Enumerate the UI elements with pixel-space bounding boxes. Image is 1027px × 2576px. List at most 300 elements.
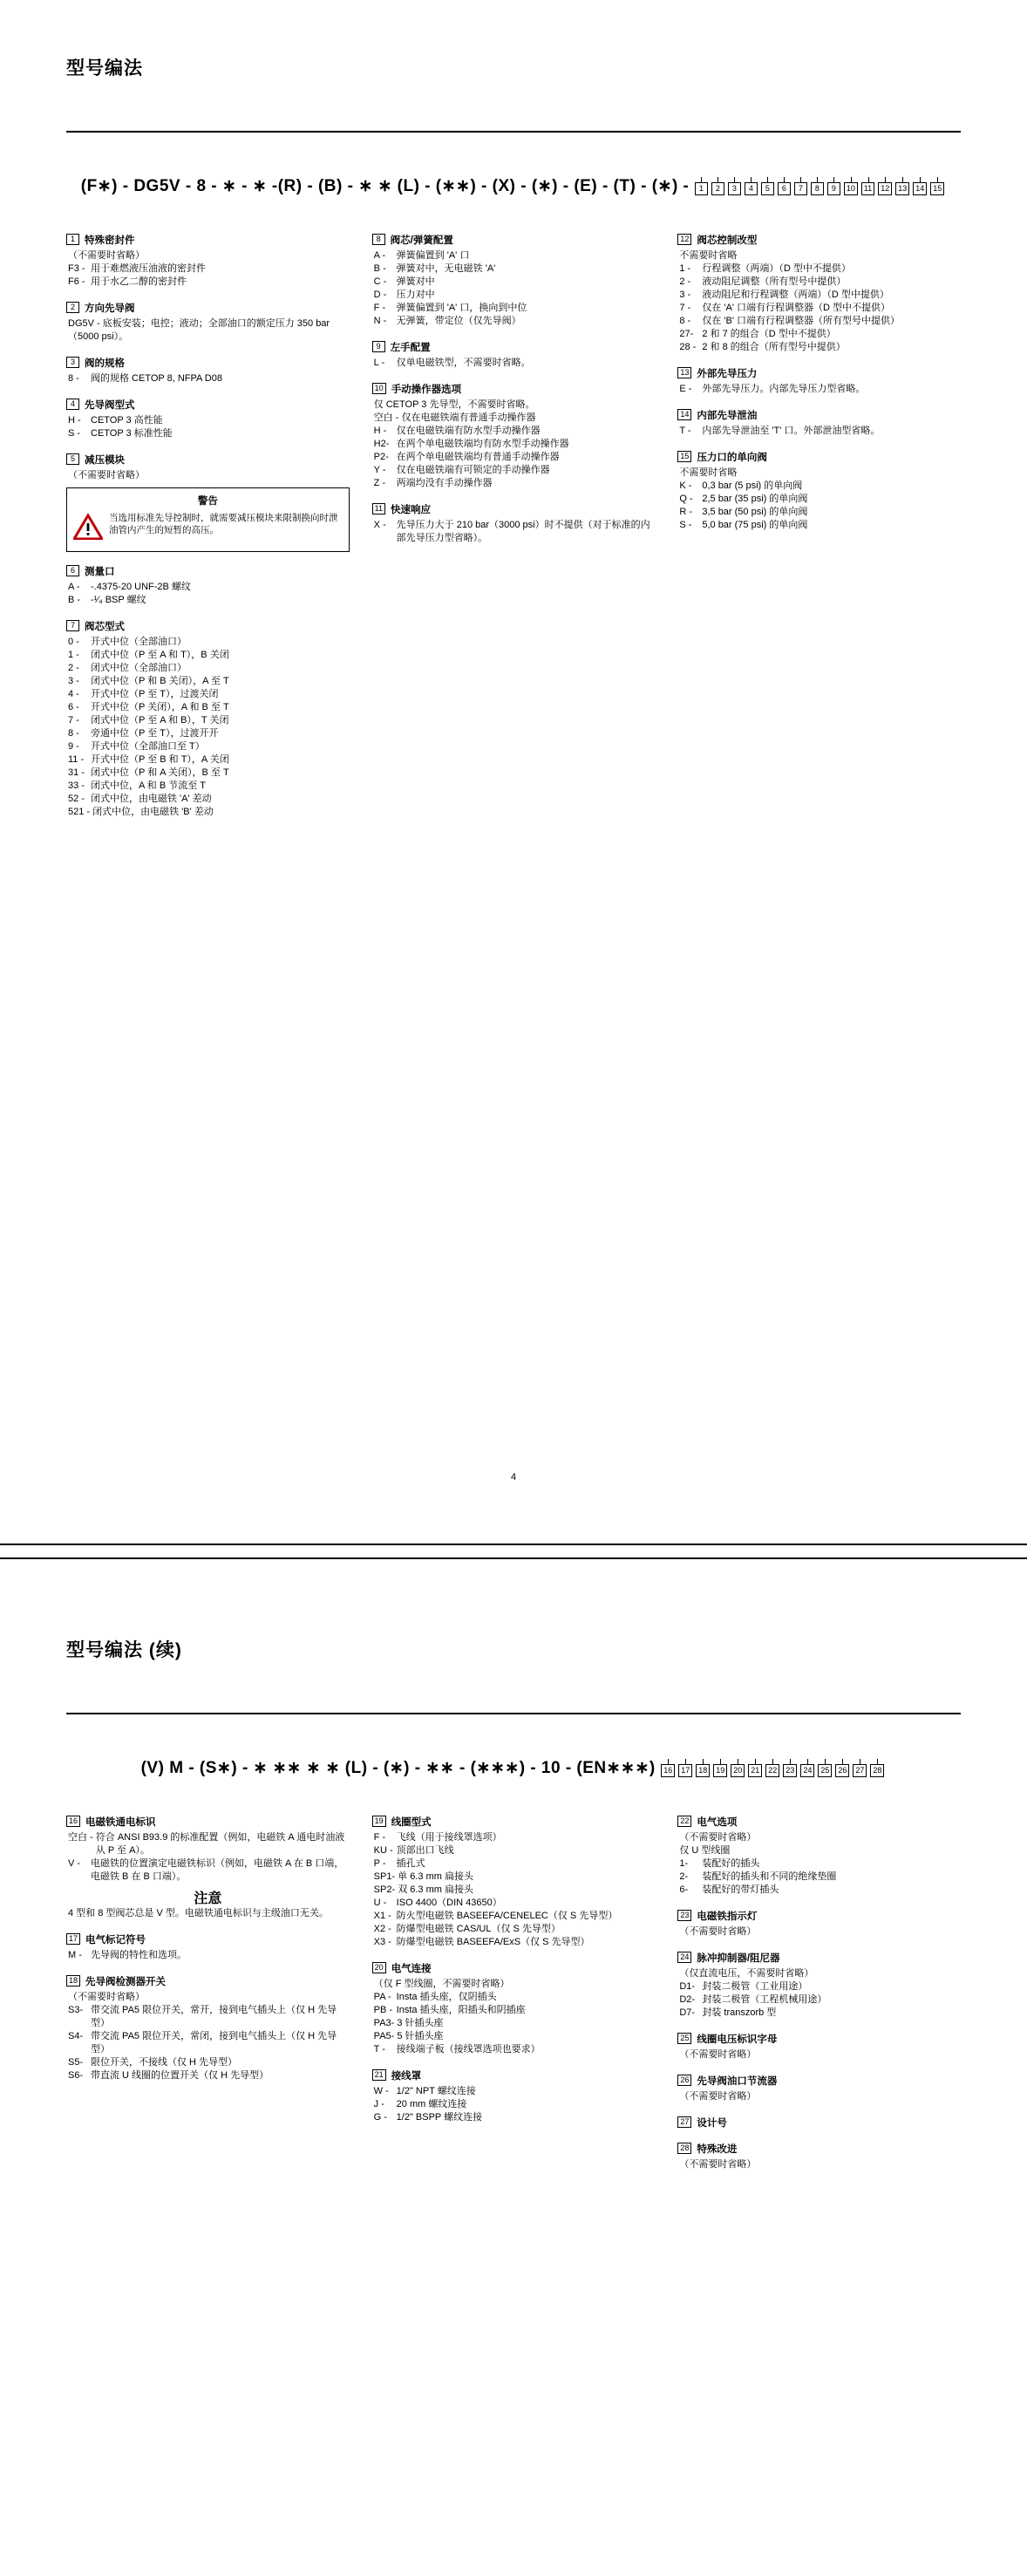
code-option-value: 弹簧偏置到 'A' 口 — [396, 250, 470, 261]
code-option-value: 开式中位（P 关闭），A 和 B 至 T — [91, 702, 229, 712]
code-option-key: Q - — [679, 494, 696, 504]
code-option-value: 接线端子板（接线罩选项也要求） — [396, 2044, 541, 2055]
code-item-body — [66, 249, 350, 289]
code-index-badge: 24 — [800, 1764, 814, 1777]
code-option-key: 6 - — [68, 702, 82, 712]
code-item-title: 左手配置 — [390, 343, 431, 353]
code-option-row — [374, 1910, 656, 1923]
code-option-value: 弹簧对中 — [396, 276, 435, 287]
column-3 — [677, 233, 961, 831]
code-note-line: （仅 F 型线圈，不需要时省略） — [373, 1979, 510, 1989]
code-option-value: 闭式中位（全部油口） — [91, 663, 187, 673]
column-1 — [66, 1815, 350, 2184]
code-item-body — [677, 2048, 961, 2061]
code-item-title: 电磁铁通电标识 — [85, 1817, 156, 1828]
code-option-value: 在两个单电磁铁端均有普通手动操作器 — [396, 452, 560, 462]
code-note-line: DG5V - 底板安装；电控；液动；全部油口的额定压力 350 bar（5000 psi）。 — [68, 318, 330, 342]
code-option-value: 开式中位（P 至 T），过渡关闭 — [91, 689, 219, 699]
code-item-title: 脉冲抑制器/阻尼器 — [697, 1953, 780, 1964]
code-item-header — [66, 1974, 350, 1988]
code-option-key: 27- — [679, 329, 697, 339]
code-index-badge: 17 — [678, 1764, 692, 1777]
code-option-row — [374, 438, 656, 451]
code-item — [372, 2068, 656, 2124]
code-option-key: 6- — [679, 1884, 691, 1895]
code-item-number: 23 — [677, 1910, 691, 1921]
code-item-title: 内部先导泄油 — [697, 411, 758, 421]
code-option-row — [679, 1857, 961, 1871]
code-option-row — [679, 506, 961, 519]
code-index-badge: 1 — [695, 182, 708, 195]
code-option-key: X3 - — [373, 1937, 394, 1947]
code-option-key: S5- — [68, 2057, 86, 2068]
code-option-value: 外部先导压力。内部先导压力型省略。 — [702, 384, 866, 394]
code-item-header — [372, 340, 656, 354]
code-option-key: 9 - — [68, 741, 82, 752]
code-option-key: 52 - — [68, 794, 88, 804]
code-item — [677, 2116, 961, 2130]
code-option-value: 无弹簧，带定位（仅先导阀） — [396, 316, 521, 326]
code-item-header — [66, 233, 350, 247]
code-option-row — [679, 328, 961, 341]
code-option-key: SP1- — [373, 1871, 398, 1882]
code-option-row — [68, 1831, 350, 1857]
code-option-value: 限位开关，不接线（仅 H 先导型） — [91, 2057, 238, 2068]
code-item — [66, 1974, 350, 2082]
code-option-value: 仅在电磁铁端有普通手动操作器 — [401, 412, 536, 423]
code-item — [677, 1951, 961, 2020]
code-item-number: 9 — [372, 341, 385, 352]
code-item-number: 4 — [66, 399, 79, 410]
code-option-value: 先导阀的特性和选项。 — [91, 1950, 187, 1960]
code-item — [66, 619, 350, 819]
code-item-title: 阀芯控制改型 — [697, 235, 758, 246]
page-title: 型号编法 — [66, 58, 143, 78]
code-item-header — [66, 564, 350, 578]
code-option-key: 8 - — [679, 316, 694, 326]
code-note-line: （不需要时省略） — [68, 1992, 145, 2002]
code-option-row — [679, 480, 961, 493]
code-item — [66, 1815, 350, 1920]
code-option-row — [68, 806, 350, 819]
code-index-badge: 22 — [765, 1764, 779, 1777]
header-rule — [66, 131, 961, 133]
code-item-body — [372, 249, 656, 328]
code-option-key: 33 - — [68, 780, 88, 791]
code-option-value: -¹⁄₄ BSP 螺纹 — [91, 595, 146, 605]
code-item-header — [677, 450, 961, 464]
code-option-row — [68, 1949, 350, 1962]
code-item-body — [372, 2085, 656, 2124]
code-option-key: A - — [373, 250, 389, 261]
code-item-title: 特殊密封件 — [85, 235, 135, 246]
code-option-row — [68, 2056, 350, 2069]
code-option-key: P - — [373, 1858, 389, 1869]
code-option-value: Insta 插头座，仅阴插头 — [396, 1992, 497, 2002]
code-option-value: 液动阻尼和行程调整（两端）（D 型中提供） — [702, 290, 889, 300]
code-option-key: T - — [373, 2044, 388, 2055]
code-option-value: 双 6.3 mm 扁接头 — [398, 1884, 473, 1895]
code-option-key: A - — [68, 582, 83, 592]
code-item-header — [66, 619, 350, 633]
code-option-key: 0 - — [68, 637, 82, 647]
code-item-header — [677, 2074, 961, 2088]
code-item-body — [372, 1978, 656, 2056]
code-option-value: 弹簧对中，无电磁铁 'A' — [396, 263, 496, 274]
code-index-badge: 5 — [761, 182, 774, 195]
column-2 — [372, 233, 656, 831]
code-option-key: 空白 - — [68, 1832, 96, 1843]
code-index-badge: 20 — [731, 1764, 745, 1777]
code-option-key: U - — [373, 1898, 390, 1908]
code-option-row — [68, 688, 350, 701]
code-option-row — [679, 1884, 961, 1897]
code-option-row — [68, 427, 350, 440]
code-item-header — [66, 301, 350, 315]
code-option-row — [374, 357, 656, 370]
code-item-body — [66, 1991, 350, 2082]
code-item-number: 26 — [677, 2075, 691, 2086]
code-option-value: 防爆型电磁铁 CAS/UL（仅 S 先导型） — [396, 1924, 561, 1934]
code-option-key: W - — [373, 2086, 391, 2096]
code-option-row — [68, 701, 350, 714]
code-option-value: 防爆型电磁铁 BASEEFA/ExS（仅 S 先导型） — [396, 1937, 590, 1947]
code-item-number: 16 — [66, 1816, 80, 1827]
code-option-value: 单 6.3 mm 扁接头 — [398, 1871, 473, 1882]
columns-page-2 — [66, 1815, 961, 2184]
code-option-key: X2 - — [373, 1924, 394, 1934]
code-option-key: G - — [373, 2112, 391, 2123]
code-option-row — [374, 1936, 656, 1949]
code-option-value: 闭式中位，由电磁铁 'B' 差动 — [92, 807, 214, 817]
code-option-value: 封装二极管（工业用途） — [702, 1981, 808, 1992]
code-index-badge: 19 — [713, 1764, 727, 1777]
code-option-row — [374, 477, 656, 490]
code-item-title: 先导阀检测器开关 — [85, 1977, 167, 1987]
code-item-number: 11 — [372, 503, 385, 515]
code-item-body — [66, 1949, 350, 1962]
code-option-value: 闭式中位（P 和 B 关闭），A 至 T — [91, 676, 229, 686]
code-item-body — [677, 2158, 961, 2171]
code-option-value: 装配好的插头 — [702, 1858, 760, 1869]
code-option-key: L - — [373, 358, 388, 368]
code-item-number: 12 — [677, 234, 691, 245]
code-option-key: V - — [68, 1858, 84, 1869]
code-note-line: （不需要时省略） — [679, 2049, 757, 2060]
code-item-title: 测量口 — [85, 567, 115, 577]
code-item-header — [677, 1909, 961, 1923]
code-option-row — [374, 2111, 656, 2124]
page-2 — [0, 1582, 1027, 2576]
code-option-value: 顶部出口飞线 — [396, 1845, 454, 1856]
code-option-key: 1 - — [68, 650, 82, 660]
code-item-header — [677, 2142, 961, 2156]
code-item-number: 10 — [372, 383, 386, 394]
code-option-row — [374, 2043, 656, 2056]
code-option-value: 电磁铁的位置演定电磁铁标识（例如，电磁铁 A 在 B 口端，电磁铁 B 在 B 口端）。 — [91, 1858, 344, 1882]
code-option-key: S4- — [68, 2031, 86, 2041]
code-item-number: 28 — [677, 2143, 691, 2154]
code-item-header — [66, 1932, 350, 1946]
code-item-header — [372, 502, 656, 516]
code-option-key: 4 - — [68, 689, 82, 699]
code-option-row — [374, 425, 656, 438]
code-option-key: 2 - — [68, 663, 82, 673]
code-index-badge: 26 — [835, 1764, 849, 1777]
code-note-line: （仅直流电压，不需要时省略） — [679, 1968, 814, 1979]
code-item — [677, 2074, 961, 2103]
code-item-number: 19 — [372, 1816, 386, 1827]
code-option-value: 先导压力大于 210 bar（3000 psi）时不提供（对于标准的内部先导压力型省略）。 — [396, 520, 650, 543]
code-option-key: T - — [679, 426, 694, 436]
code-option-key: 3 - — [68, 676, 82, 686]
code-item-title: 压力口的单向阀 — [697, 453, 767, 463]
code-option-key: PB - — [373, 2005, 396, 2015]
code-item-body — [66, 581, 350, 607]
code-option-value: -.4375-20 UNF-2B 螺纹 — [91, 582, 191, 592]
code-option-row — [68, 753, 350, 767]
code-option-row — [68, 372, 350, 385]
page-gap — [0, 1559, 1027, 1582]
code-item — [677, 233, 961, 354]
code-item-body — [372, 519, 656, 545]
code-option-key: Z - — [373, 478, 389, 488]
note-text: 4 型和 8 型阀芯总是 V 型。电磁铁通电标识与主级油口无关。 — [68, 1908, 329, 1918]
code-option-row — [68, 594, 350, 607]
code-option-value: 开式中位（全部油口） — [91, 637, 187, 647]
code-item-number: 14 — [677, 409, 691, 420]
code-item — [372, 1961, 656, 2056]
code-item-body — [66, 317, 350, 344]
code-option-row — [374, 519, 656, 545]
code-option-value: 5,0 bar (75 psi) 的单向阀 — [702, 520, 808, 530]
code-option-row — [68, 414, 350, 427]
code-option-value: 开式中位（全部油口至 T） — [91, 741, 205, 752]
code-option-row — [374, 1871, 656, 1884]
code-item-title: 先导阀型式 — [85, 400, 135, 411]
code-option-row — [679, 519, 961, 532]
code-option-value: 用于水乙二醇的密封件 — [91, 276, 187, 287]
code-item-title: 减压模块 — [85, 455, 125, 466]
code-option-key: E - — [679, 384, 695, 394]
code-option-row — [68, 276, 350, 289]
code-item-title: 先导阀油口节流器 — [697, 2076, 778, 2087]
code-option-value: 2 和 7 的组合（D 型中不提供） — [702, 329, 836, 339]
code-option-row — [679, 289, 961, 302]
warning-text: 当选用标准先导控制时，就需要减压模块来限制换向时泄油管内产生的短暂的高压。 — [109, 513, 338, 535]
code-item-number: 6 — [66, 565, 79, 576]
code-option-key: 空白 - — [373, 412, 402, 423]
warning-triangle-icon — [73, 514, 103, 544]
code-item-header — [66, 398, 350, 412]
code-option-row — [374, 276, 656, 289]
code-item-body — [677, 2090, 961, 2103]
code-item-number: 8 — [372, 234, 385, 245]
code-option-value: 0,3 bar (5 psi) 的单向阀 — [702, 480, 803, 491]
code-option-key: S - — [68, 428, 84, 439]
code-option-value: 仅在 'B' 口端有行程调整器（所有型号中提供） — [702, 316, 900, 326]
code-option-key: 11 - — [68, 754, 87, 765]
code-option-key: H - — [373, 426, 390, 436]
code-item-title: 设计号 — [697, 2118, 727, 2129]
code-item-number: 21 — [372, 2069, 386, 2081]
code-item-header — [677, 1951, 961, 1965]
code-option-key: H2- — [373, 439, 392, 449]
code-option-row — [374, 2085, 656, 2098]
code-option-key: 7 - — [679, 303, 694, 313]
code-item-body — [372, 1831, 656, 1949]
code-item — [677, 366, 961, 396]
page-number: 4 — [510, 1472, 517, 1482]
code-option-row — [374, 315, 656, 328]
code-option-key: S3- — [68, 2005, 86, 2015]
code-item-title: 方向先导阀 — [85, 303, 135, 314]
code-option-row — [68, 780, 350, 793]
code-option-key: 521 - — [68, 807, 93, 817]
code-item-number: 2 — [66, 302, 79, 313]
code-index-badge: 25 — [818, 1764, 832, 1777]
code-item-number: 17 — [66, 1933, 80, 1945]
code-item-number: 22 — [677, 1816, 691, 1827]
code-option-value: 在两个单电磁铁端均有防水型手动操作器 — [396, 439, 569, 449]
code-option-value: 液动阻尼调整（所有型号中提供） — [702, 276, 847, 287]
code-item — [66, 233, 350, 289]
code-option-value: 用于难燃液压油液的密封件 — [91, 263, 206, 274]
code-option-value: CETOP 3 标准性能 — [91, 428, 173, 439]
code-option-value: 2 和 8 的组合（所有型号中提供） — [702, 342, 846, 352]
code-item-header — [677, 408, 961, 422]
code-option-row — [679, 2007, 961, 2020]
code-option-key: PA3- — [373, 2018, 398, 2028]
code-option-key: F6 - — [68, 276, 88, 287]
code-option-value: 封装二极管（工程机械用途） — [702, 1994, 827, 2005]
code-item-body — [66, 372, 350, 385]
code-option-value: 开式中位（P 至 B 和 T），A 关闭 — [91, 754, 229, 765]
code-option-key: F - — [373, 303, 389, 313]
code-option-key: 1 - — [679, 263, 694, 274]
code-item-header — [372, 382, 656, 396]
code-item-body — [677, 467, 961, 532]
code-index-badge: 3 — [728, 182, 741, 195]
code-item-title: 阀的规格 — [85, 358, 125, 369]
code-item-number: 13 — [677, 367, 691, 378]
code-option-row — [679, 1993, 961, 2007]
code-option-row — [68, 727, 350, 740]
code-option-row — [679, 1980, 961, 1993]
code-index-badge: 14 — [913, 182, 927, 195]
code-index-badge: 10 — [844, 182, 858, 195]
code-note-line: （不需要时省略） — [679, 1832, 757, 1843]
code-item-number: 5 — [66, 453, 79, 465]
code-option-value: 弹簧偏置到 'A' 口，换向到中位 — [396, 303, 527, 313]
code-item-number: 24 — [677, 1952, 691, 1963]
code-option-key: X - — [373, 520, 389, 530]
column-2 — [372, 1815, 656, 2184]
code-option-row — [374, 1884, 656, 1897]
code-option-row — [68, 262, 350, 276]
code-option-value: 两端均没有手动操作器 — [396, 478, 493, 488]
code-item — [66, 356, 350, 385]
code-option-key: F3 - — [68, 263, 88, 274]
code-item-body — [677, 383, 961, 396]
note-title: 注意 — [194, 1891, 222, 1906]
code-index-badge: 8 — [811, 182, 824, 195]
code-option-key: D2- — [679, 1994, 698, 2005]
code-option-row — [374, 289, 656, 302]
code-option-key: S - — [679, 520, 695, 530]
code-option-value: 行程调整（两端）（D 型中不提供） — [702, 263, 851, 274]
code-option-row — [679, 276, 961, 289]
code-item-body — [372, 357, 656, 370]
code-item-number: 20 — [372, 1962, 386, 1973]
code-index-badge: 21 — [748, 1764, 762, 1777]
code-option-row — [68, 581, 350, 594]
code-item-title: 外部先导压力 — [697, 369, 758, 379]
code-option-key: N - — [373, 316, 390, 326]
code-note-line: （不需要时省略） — [68, 250, 145, 261]
code-option-key: J - — [373, 2099, 387, 2109]
code-item-title: 特殊改进 — [697, 2144, 738, 2155]
model-code-block-2 — [66, 1756, 961, 1778]
warning-box — [66, 487, 350, 552]
code-option-value: 仅在电磁铁端有防水型手动操作器 — [396, 426, 541, 436]
code-item — [66, 564, 350, 607]
code-note-line: （不需要时省略） — [679, 2159, 757, 2170]
code-item-header — [66, 453, 350, 467]
code-index-badge: 27 — [853, 1764, 867, 1777]
code-option-value: 闭式中位，A 和 B 节流至 T — [91, 780, 207, 791]
code-item — [372, 502, 656, 545]
code-note-line: 仅 CETOP 3 先导型，不需要时省略。 — [373, 399, 535, 410]
code-item-number: 7 — [66, 620, 79, 631]
code-option-value: 插孔式 — [396, 1858, 425, 1869]
model-code-block-1 — [66, 174, 961, 196]
code-option-key: D1- — [679, 1981, 698, 1992]
page-title-continued: 型号编法 (续) — [66, 1640, 182, 1660]
code-item-header — [66, 356, 350, 370]
code-option-key: Y - — [373, 465, 389, 475]
code-index-badge: 18 — [696, 1764, 710, 1777]
code-option-value: Insta 插头座，阳插头和阴插座 — [396, 2005, 526, 2015]
code-option-key: 1- — [679, 1858, 691, 1869]
code-option-value: 装配好的插头和不同的绝缘垫圈 — [702, 1871, 837, 1882]
code-option-key: M - — [68, 1950, 85, 1960]
code-item-body — [677, 1831, 961, 1897]
code-item — [677, 408, 961, 438]
code-index-badge: 15 — [930, 182, 944, 195]
code-item-title: 电气连接 — [391, 1964, 432, 1974]
code-item-number: 1 — [66, 234, 79, 245]
code-note-line: 不需要时省略 — [679, 250, 738, 261]
model-code-numbers-2 — [659, 1762, 886, 1777]
code-option-row — [374, 302, 656, 315]
code-index-badge: 4 — [745, 182, 758, 195]
code-option-row — [679, 341, 961, 354]
code-option-value: 仅在 'A' 口端有行程调整器（D 型中不提供） — [702, 303, 890, 313]
code-option-key: D7- — [679, 2007, 698, 2018]
code-option-key: C - — [373, 276, 390, 287]
code-item — [677, 2142, 961, 2171]
code-option-row — [679, 315, 961, 328]
code-note-line: （不需要时省略） — [68, 470, 145, 480]
model-code-line-2: (V) M - (S∗) - ∗ ∗∗ ∗ ∗ (L) - (∗) - ∗∗ - (∗∗∗) - 10 - (EN∗∗∗) — [140, 1759, 656, 1777]
code-option-value: 1/2" NPT 螺纹连接 — [396, 2086, 476, 2096]
code-option-key: X1 - — [373, 1911, 394, 1921]
code-option-key: PA - — [373, 1992, 394, 2002]
code-item — [372, 382, 656, 490]
code-option-key: D - — [373, 290, 390, 300]
code-item — [677, 2032, 961, 2061]
